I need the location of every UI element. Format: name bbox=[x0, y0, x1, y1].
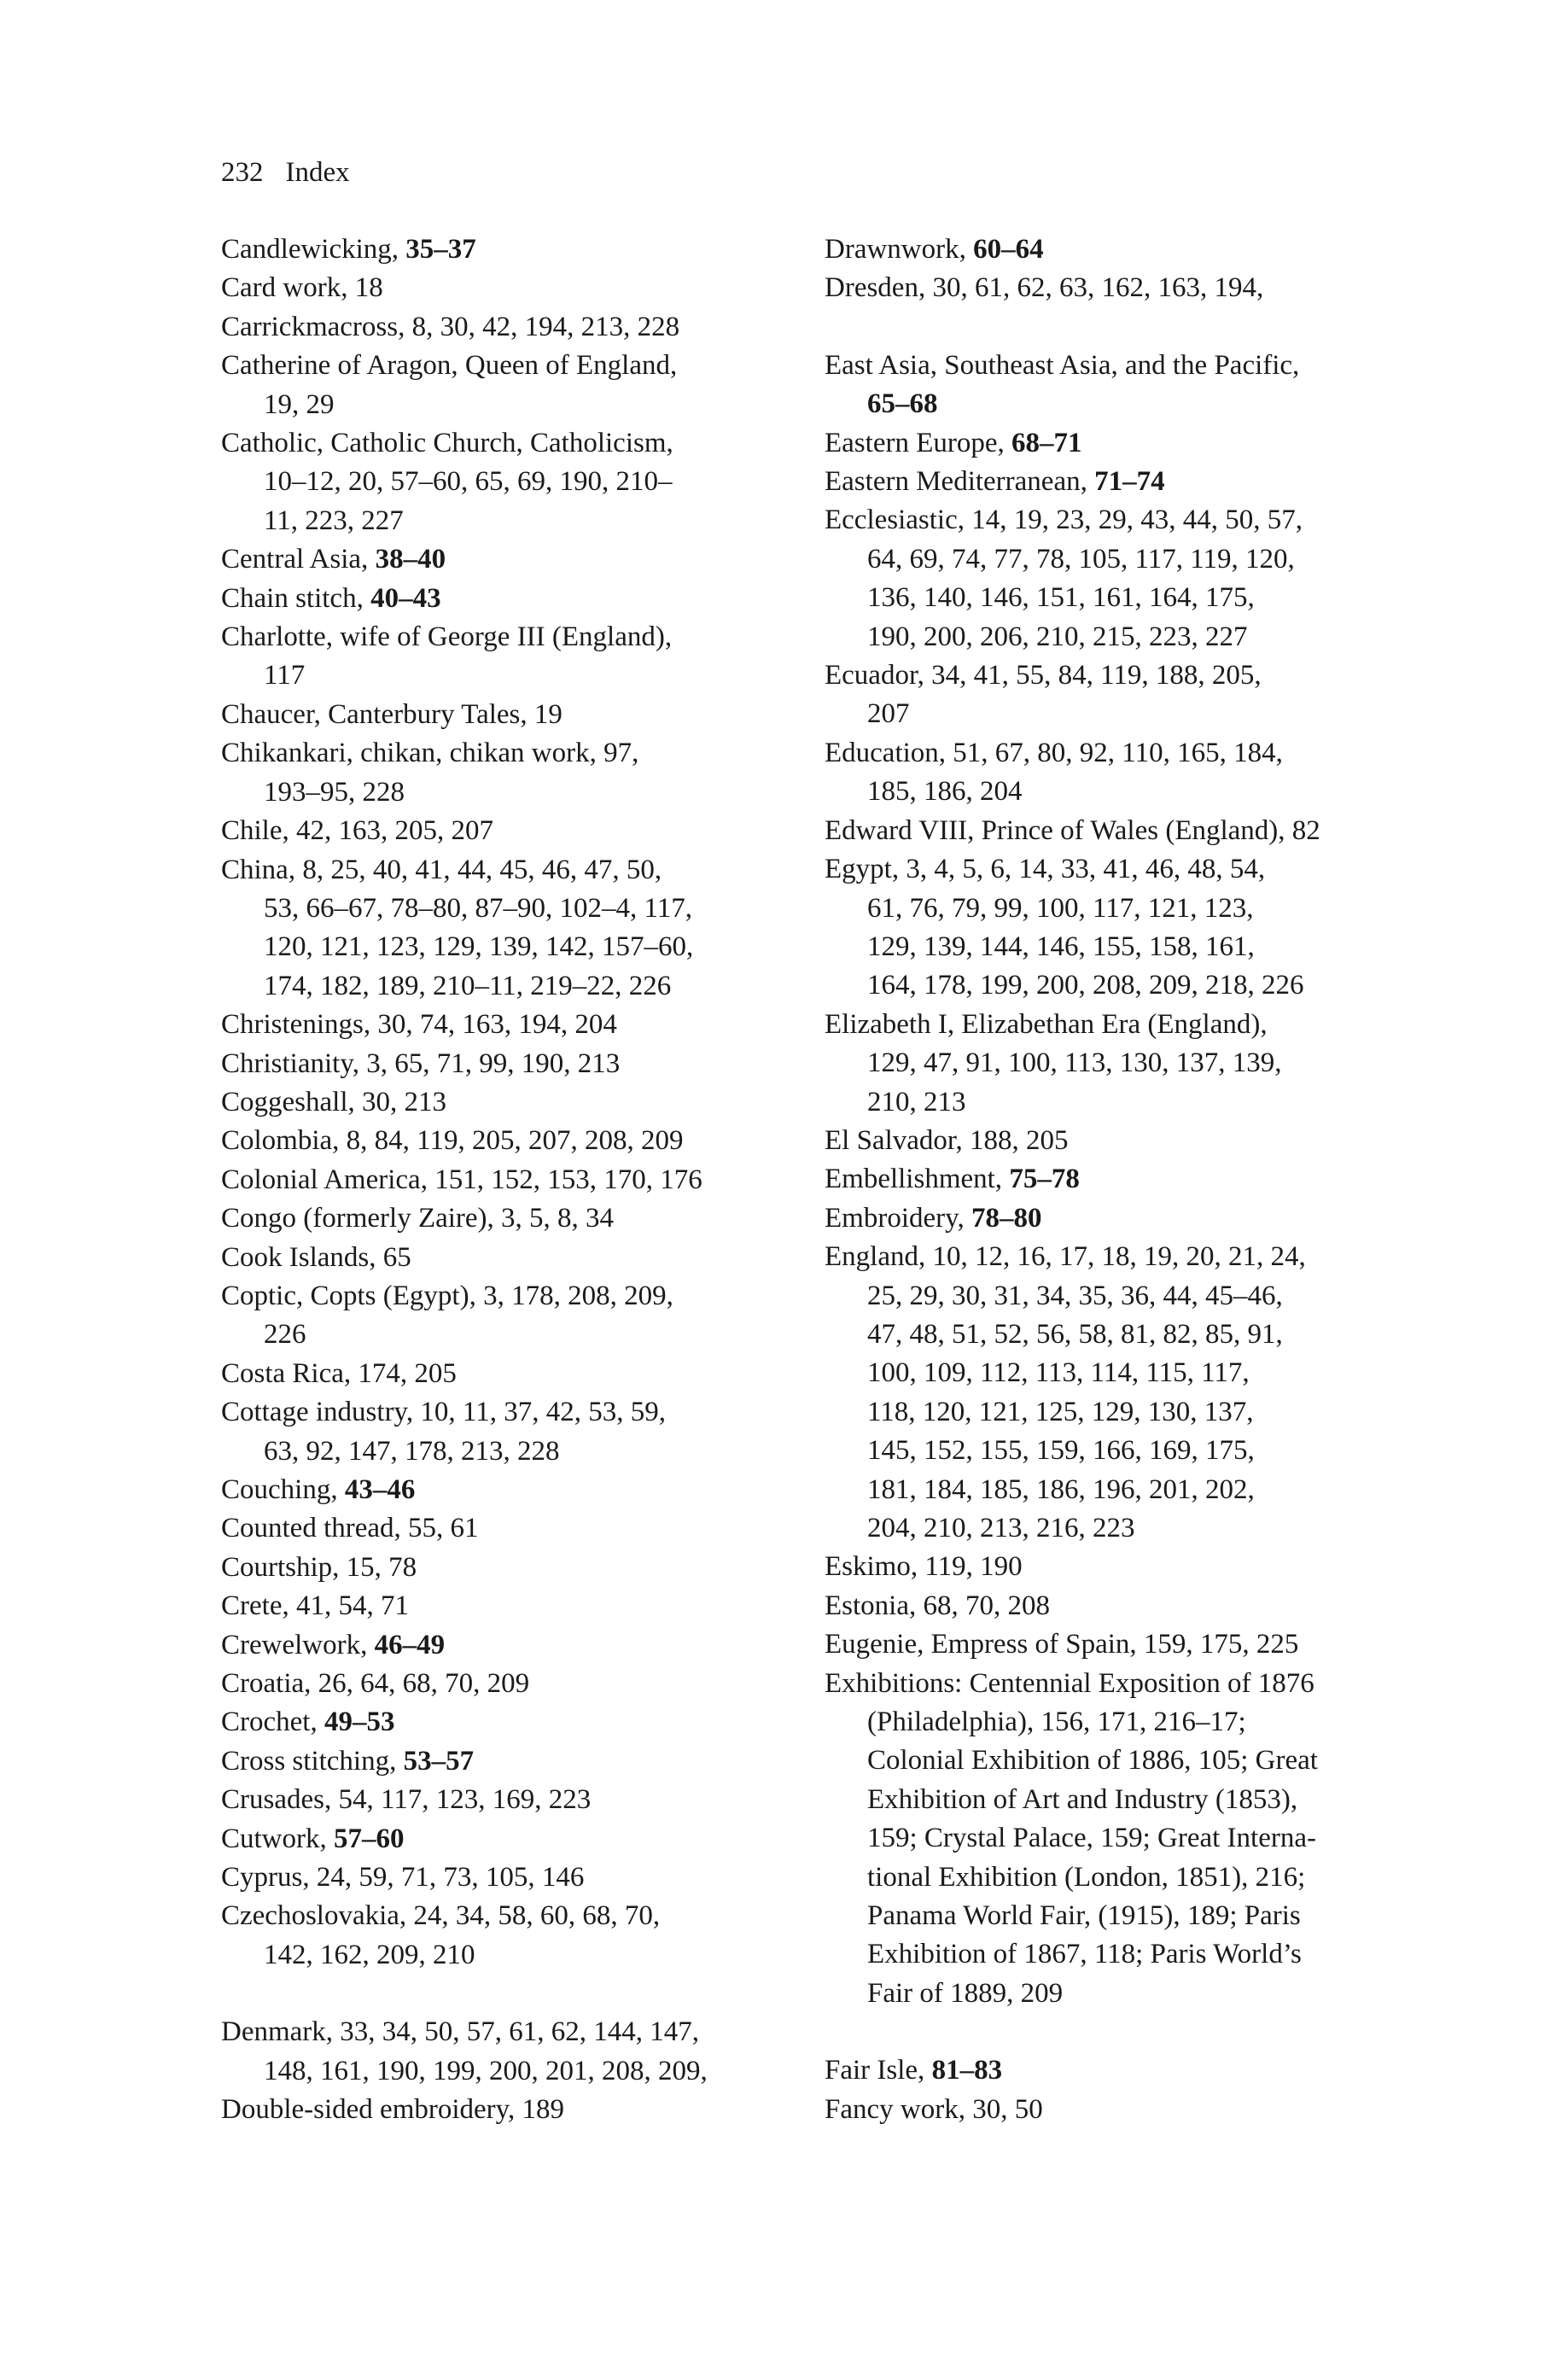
index-entry-text: Catholic, Catholic Church, Catholicism, 10–12, 20, 57–60, 65, 69, 190, 210– 11, 223, 227 bbox=[221, 428, 673, 536]
index-entry bbox=[221, 696, 767, 734]
index-entry-main-pages: 60–64 bbox=[973, 234, 1044, 265]
index-entry bbox=[221, 580, 767, 618]
index-entry bbox=[825, 1587, 1371, 1625]
page-number: 232 bbox=[221, 157, 264, 188]
index-entry bbox=[221, 1665, 767, 1703]
index-entry-text: Crusades, 54, 117, 123, 169, 223 bbox=[221, 1784, 592, 1816]
index-entry-text: Chikankari, chikan, chikan work, 97, 193–95, 228 bbox=[221, 738, 639, 808]
index-entry bbox=[825, 269, 1371, 307]
index-entry-main-pages: 46–49 bbox=[374, 1629, 446, 1660]
index-entry-text: Czechoslovakia, 24, 34, 58, 60, 68, 70, 142, 162, 209, 210 bbox=[221, 1900, 661, 1970]
index-entry bbox=[221, 1239, 767, 1277]
index-entry bbox=[825, 850, 1371, 1006]
index-entry bbox=[825, 1238, 1371, 1548]
index-entry bbox=[221, 1549, 767, 1587]
index-entry bbox=[221, 1820, 767, 1858]
index-entry bbox=[221, 1199, 767, 1238]
index-entry-text: Candlewicking, bbox=[221, 234, 406, 265]
index-entry bbox=[221, 851, 767, 1007]
index-entry bbox=[221, 618, 767, 696]
index-entry bbox=[221, 1122, 767, 1160]
index-entry-text: Drawnwork, bbox=[825, 234, 974, 265]
index-entry bbox=[221, 1742, 767, 1781]
index-entry-text: Coggeshall, 30, 213 bbox=[221, 1086, 446, 1117]
index-entry-text: Double-sided embroidery, 189 bbox=[221, 2094, 565, 2126]
index-entry-text: Card work, 18 bbox=[221, 272, 383, 304]
index-entry bbox=[221, 1897, 767, 1975]
index-entry bbox=[221, 1045, 767, 1083]
index-entry bbox=[221, 1781, 767, 1819]
index-column-left bbox=[221, 230, 767, 2130]
index-entry bbox=[825, 501, 1371, 656]
index-entry-text: Chaucer, Canterbury Tales, 19 bbox=[221, 698, 562, 730]
index-entry-main-pages: 75–78 bbox=[1009, 1164, 1080, 1195]
index-entry-main-pages: 35–37 bbox=[405, 234, 476, 265]
index-entry bbox=[221, 1509, 767, 1548]
index-entry-text: Denmark, 33, 34, 50, 57, 61, 62, 144, 147, 148, 161, 190, 199, 200, 201, 208, 209, bbox=[221, 2016, 708, 2086]
index-entry bbox=[221, 308, 767, 347]
index-entry-text: Colombia, 8, 84, 119, 205, 207, 208, 209 bbox=[221, 1125, 684, 1157]
index-entry-main-pages: 49–53 bbox=[324, 1707, 395, 1738]
index-entry bbox=[221, 1587, 767, 1625]
index-entry bbox=[825, 1665, 1371, 2014]
index-entry bbox=[825, 2051, 1371, 2090]
index-entry-text: Estonia, 68, 70, 208 bbox=[825, 1590, 1050, 1621]
index-entry-text: Eugenie, Empress of Spain, 159, 175, 225 bbox=[825, 1629, 1299, 1660]
index-entry bbox=[825, 1199, 1371, 1238]
index-entry-text: Dresden, 30, 61, 62, 63, 162, 163, 194, bbox=[825, 272, 1264, 304]
index-entry-text: Crochet, bbox=[221, 1707, 324, 1738]
index-entry-text: England, 10, 12, 16, 17, 18, 19, 20, 21, 24, 25, 29, 30, 31, 34, 35, 36, 44, 45–46, 47, 48, 51, 52, 56, 58, 81, 82, 85, 91, 100, 109, 112, 113, 114, 115, 117, 118, 120, 121, 125, 129, 130, 137, 145, 152, 155, 159, 166, 169, 175, 181, 184, 185, 186, 196, 201, 202, 204, 210, 213, 216, 223 bbox=[825, 1241, 1306, 1543]
index-entry-text: Cyprus, 24, 59, 71, 73, 105, 146 bbox=[221, 1862, 585, 1893]
index-entry bbox=[221, 2013, 767, 2091]
index-entry bbox=[825, 1160, 1371, 1199]
index-entry-text: Cross stitching, bbox=[221, 1745, 404, 1777]
index-entry-text: El Salvador, 188, 205 bbox=[825, 1124, 1069, 1156]
index-entry-text: Embellishment, bbox=[825, 1164, 1010, 1195]
index-entry-text: Elizabeth I, Elizabethan Era (England), 129, 47, 91, 100, 113, 130, 137, 139, 210, 213 bbox=[825, 1008, 1282, 1117]
index-entry-text: Costa Rica, 174, 205 bbox=[221, 1357, 457, 1389]
index-entry-main-pages: 38–40 bbox=[375, 544, 446, 575]
index-entry bbox=[221, 812, 767, 850]
index-entry bbox=[825, 230, 1371, 269]
index-entry-text: Central Asia, bbox=[221, 544, 376, 575]
index-entry-main-pages: 57–60 bbox=[334, 1823, 405, 1854]
index-entry bbox=[221, 1626, 767, 1665]
index-entry-text: Cottage industry, 10, 11, 37, 42, 53, 59, 63, 92, 147, 178, 213, 228 bbox=[221, 1397, 666, 1467]
index-entry bbox=[825, 1625, 1371, 1664]
index-entry-text: Congo (formerly Zaire), 3, 5, 8, 34 bbox=[221, 1203, 615, 1234]
index-entry-text: Courtship, 15, 78 bbox=[221, 1551, 417, 1583]
index-entry-text: Eskimo, 119, 190 bbox=[825, 1551, 1023, 1583]
index-entry bbox=[825, 1006, 1371, 1122]
index-entry bbox=[221, 1083, 767, 1122]
index-entry-text: East Asia, Southeast Asia, and the Pacific, bbox=[825, 349, 1300, 381]
index-entry-text: Exhibitions: Centennial Exposition of 1876 (Philadelphia), 156, 171, 216–17; Colonial Exhibition of 1886, 105; Great Exhibition of Art and Industry (1853), 159; Crystal Palace, 159; Great Interna- tional Exhibition (London, 1851), 216; Panama World Fair, (1915), 189; Paris Exhibition of 1867, 118; Paris World’s Fair of 1889, 209 bbox=[825, 1667, 1318, 2009]
index-entry bbox=[221, 230, 767, 269]
index-entry-text: Eastern Europe, bbox=[825, 427, 1011, 458]
index-entry-main-pages: 68–71 bbox=[1011, 427, 1082, 458]
index-entry bbox=[221, 1471, 767, 1509]
index-entry-text: Carrickmacross, 8, 30, 42, 194, 213, 228 bbox=[221, 311, 680, 342]
index-entry-main-pages: 81–83 bbox=[931, 2055, 1003, 2086]
index-entry-text: Chile, 42, 163, 205, 207 bbox=[221, 815, 493, 847]
running-head bbox=[221, 154, 350, 191]
index-entry bbox=[825, 2091, 1371, 2129]
index-entry-text: Christianity, 3, 65, 71, 99, 190, 213 bbox=[221, 1047, 621, 1079]
index-entry bbox=[825, 734, 1371, 812]
index-entry-text: Embroidery, bbox=[825, 1202, 971, 1234]
index-entry-text: Eastern Mediterranean, bbox=[825, 466, 1095, 498]
index-entry bbox=[825, 424, 1371, 463]
index-entry-text: Egypt, 3, 4, 5, 6, 14, 33, 41, 46, 48, 54, 61, 76, 79, 99, 100, 117, 121, 123, 129, 139, 144, 146, 155, 158, 161, 164, 178, 199, 200, 208, 209, 218, 226 bbox=[825, 854, 1304, 1001]
index-entry bbox=[221, 1277, 767, 1355]
index-entry-text: Counted thread, 55, 61 bbox=[221, 1513, 479, 1544]
index-entry-text: Ecuador, 34, 41, 55, 84, 119, 188, 205, 207 bbox=[825, 660, 1262, 730]
index-entry bbox=[221, 424, 767, 540]
index-entry bbox=[221, 1161, 767, 1199]
index-entry bbox=[221, 1858, 767, 1897]
index-entry-text: Colonial America, 151, 152, 153, 170, 176 bbox=[221, 1164, 702, 1195]
index-entry-text: Edward VIII, Prince of Wales (England), 82 bbox=[825, 814, 1320, 846]
index-entry-text: Catherine of Aragon, Queen of England, 19, 29 bbox=[221, 350, 678, 420]
index-entry bbox=[825, 347, 1371, 424]
index-entry bbox=[825, 463, 1371, 501]
index-entry-text: Ecclesiastic, 14, 19, 23, 29, 43, 44, 50, 57, 64, 69, 74, 77, 78, 105, 117, 119, 120, 136, 140, 146, 151, 161, 164, 175, 190, 200, 206, 210, 215, 223, 227 bbox=[825, 505, 1303, 652]
index-entry-text: Fancy work, 30, 50 bbox=[825, 2093, 1043, 2125]
index-entry bbox=[221, 1006, 767, 1044]
section-title: Index bbox=[285, 157, 350, 188]
index-entry bbox=[825, 1548, 1371, 1586]
index-entry-main-pages: 78–80 bbox=[971, 1202, 1042, 1234]
index-entry bbox=[221, 1703, 767, 1742]
index-entry bbox=[221, 347, 767, 424]
index-entry-text: Christenings, 30, 74, 163, 194, 204 bbox=[221, 1009, 617, 1041]
index-entry bbox=[825, 812, 1371, 850]
index-entry bbox=[221, 1393, 767, 1471]
index-entry-text: Cutwork, bbox=[221, 1823, 334, 1854]
index-entry bbox=[825, 656, 1371, 734]
index-entry bbox=[221, 1355, 767, 1393]
index-entry-text: Crewelwork, bbox=[221, 1629, 375, 1660]
index-entry-main-pages: 71–74 bbox=[1094, 466, 1165, 498]
index-entry bbox=[221, 734, 767, 812]
index-entry bbox=[221, 269, 767, 307]
index-entry-text: Couching, bbox=[221, 1474, 345, 1505]
index-entry bbox=[825, 1122, 1371, 1160]
index-entry-text: Coptic, Copts (Egypt), 3, 178, 208, 209, 226 bbox=[221, 1280, 673, 1351]
index-entry bbox=[221, 2091, 767, 2129]
index-entry-text: Charlotte, wife of George III (England), 117 bbox=[221, 621, 673, 691]
index-entry bbox=[221, 540, 767, 579]
index-entry-main-pages: 65–68 bbox=[867, 388, 938, 420]
index-entry-text: Education, 51, 67, 80, 92, 110, 165, 184, 185, 186, 204 bbox=[825, 737, 1283, 808]
index-entry-main-pages: 43–46 bbox=[344, 1474, 416, 1505]
index-entry-text: Crete, 41, 54, 71 bbox=[221, 1590, 409, 1622]
index-entry-text: China, 8, 25, 40, 41, 44, 45, 46, 47, 50, 53, 66–67, 78–80, 87–90, 102–4, 117, 120, 121, 123, 129, 139, 142, 157–60, 174, 182, 189, 210–11, 219–22, 226 bbox=[221, 854, 694, 1001]
index-entry-main-pages: 40–43 bbox=[370, 582, 441, 614]
index-entry-text: Cook Islands, 65 bbox=[221, 1241, 411, 1273]
index-entry-text: Chain stitch, bbox=[221, 582, 371, 614]
index-entry-main-pages: 53–57 bbox=[403, 1745, 475, 1777]
index-entry-text: Fair Isle, bbox=[825, 2055, 932, 2086]
index-column-right bbox=[825, 230, 1371, 2129]
index-entry-text: Croatia, 26, 64, 68, 70, 209 bbox=[221, 1668, 530, 1700]
